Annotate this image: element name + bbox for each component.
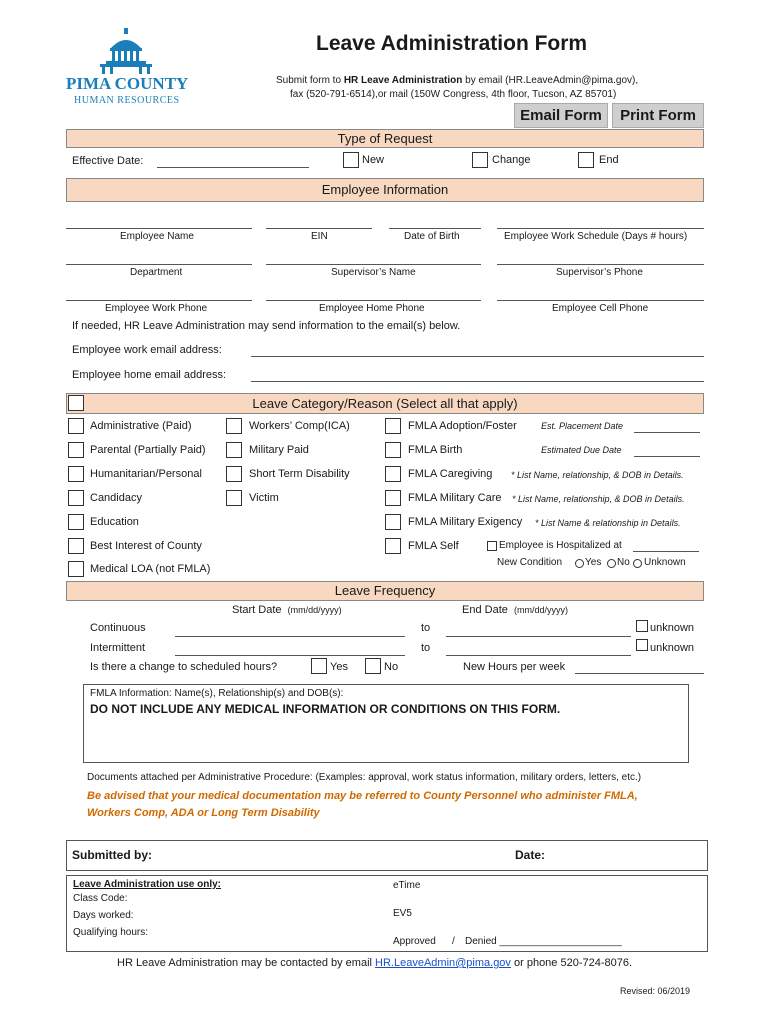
type-of-request-bar: Type of Request xyxy=(66,129,704,148)
admin-use-heading: Leave Administration use only: xyxy=(73,879,221,890)
employee-information-bar: Employee Information xyxy=(66,178,704,202)
medical-loa-checkbox[interactable] xyxy=(68,561,84,577)
print-form-button[interactable]: Print Form xyxy=(612,103,704,128)
effective-date-field[interactable] xyxy=(157,167,309,168)
schedule-caption: Employee Work Schedule (Days # hours) xyxy=(504,231,688,242)
medical-loa-label: Medical LOA (not FMLA) xyxy=(90,563,211,575)
continuous-label: Continuous xyxy=(90,622,146,634)
ein-field[interactable] xyxy=(266,228,372,229)
change-hours-no-label: No xyxy=(384,661,399,673)
intermittent-unknown-checkbox[interactable] xyxy=(636,639,648,651)
leave-category-bar xyxy=(66,393,704,414)
new-hours-label: New Hours per week xyxy=(463,661,566,673)
submit-suffix: by email (HR.LeaveAdmin@pima.gov), xyxy=(462,75,639,86)
short-term-disability-checkbox[interactable] xyxy=(226,466,242,482)
cell-phone-caption: Employee Cell Phone xyxy=(552,303,649,314)
fmla-warning: DO NOT INCLUDE ANY MEDICAL INFORMATION OR CONDITIONS ON THIS FORM. xyxy=(90,702,561,716)
contact-suffix: or phone 520-724-8076. xyxy=(510,957,633,969)
military-paid-checkbox[interactable] xyxy=(226,442,242,458)
start-date-label xyxy=(232,604,342,616)
continuous-unknown-label: unknown xyxy=(650,622,695,634)
change-label: Change xyxy=(492,154,531,166)
new-condition-unknown-label: Unknown xyxy=(644,557,686,568)
fmla-adoption-label: FMLA Adoption/Foster xyxy=(408,420,517,432)
new-checkbox[interactable] xyxy=(343,152,359,168)
denied-label: Denied ______________________ xyxy=(465,936,622,947)
employee-name-caption: Employee Name xyxy=(120,231,194,242)
dob-field[interactable] xyxy=(389,228,481,229)
leave-frequency-bar: Leave Frequency xyxy=(66,581,704,601)
start-date-format: (mm/dd/yyyy) xyxy=(287,605,342,615)
courthouse-dome-icon xyxy=(66,28,191,74)
email-form-button[interactable]: Email Form xyxy=(514,103,608,128)
est-due-field[interactable] xyxy=(634,456,700,457)
revised-date: Revised: 06/2019 xyxy=(620,986,691,996)
schedule-field[interactable] xyxy=(497,228,704,229)
intermittent-label: Intermittent xyxy=(90,642,146,654)
fmla-military-exigency-checkbox[interactable] xyxy=(385,514,401,530)
military-paid-label: Military Paid xyxy=(249,444,309,456)
end-date-format: (mm/dd/yyyy) xyxy=(514,605,568,615)
est-placement-field[interactable] xyxy=(634,432,700,433)
logo-line2: HUMAN RESOURCES xyxy=(74,95,180,106)
intermittent-unknown-label: unknown xyxy=(650,642,695,654)
best-interest-label: Best Interest of County xyxy=(90,540,202,552)
end-checkbox[interactable] xyxy=(578,152,594,168)
fmla-military-exigency-label: FMLA Military Exigency xyxy=(408,516,523,528)
approved-label: Approved xyxy=(393,936,436,947)
fmla-adoption-checkbox[interactable] xyxy=(385,418,401,434)
fmla-birth-label: FMLA Birth xyxy=(408,444,463,456)
advisory-line1: Be advised that your medical documentation may be referred to County Personnel who administer FMLA, xyxy=(87,790,638,802)
fmla-birth-checkbox[interactable] xyxy=(385,442,401,458)
class-code-label: Class Code: xyxy=(73,893,128,904)
leave-category-checkbox-all[interactable] xyxy=(68,395,84,411)
submit-instructions-line2: fax (520-791-6514),or mail (150W Congress, 4th floor, Tucson, AZ 85701) xyxy=(290,89,617,100)
change-hours-yes-checkbox[interactable] xyxy=(311,658,327,674)
ev5-label: EV5 xyxy=(393,908,412,919)
new-condition-unknown-radio[interactable] xyxy=(633,559,642,568)
submitted-by-label: Submitted by: xyxy=(72,848,152,862)
parental-checkbox[interactable] xyxy=(68,442,84,458)
end-date-text: End Date xyxy=(462,604,508,616)
continuous-end-field[interactable] xyxy=(446,636,631,637)
end-label: End xyxy=(599,154,619,166)
end-date-label xyxy=(462,604,568,616)
education-checkbox[interactable] xyxy=(68,514,84,530)
est-placement-label: Est. Placement Date xyxy=(541,421,624,431)
new-condition-no-radio[interactable] xyxy=(607,559,616,568)
contact-prefix: HR Leave Administration may be contacted by email xyxy=(117,957,376,969)
intermittent-to-label: to xyxy=(421,642,431,654)
department-field[interactable] xyxy=(66,264,252,265)
change-hours-yes-label: Yes xyxy=(330,661,348,673)
submit-instructions xyxy=(276,75,638,86)
qualifying-hours-label: Qualifying hours: xyxy=(73,927,149,938)
effective-date-label: Effective Date: xyxy=(72,155,144,167)
workers-comp-label: Workers’ Comp(ICA) xyxy=(249,420,350,432)
work-phone-caption: Employee Work Phone xyxy=(105,303,208,314)
dob-caption: Date of Birth xyxy=(404,231,460,242)
education-label: Education xyxy=(90,516,139,528)
change-hours-question: Is there a change to scheduled hours? xyxy=(90,661,278,673)
pima-county-logo xyxy=(66,28,191,110)
change-checkbox[interactable] xyxy=(472,152,488,168)
change-hours-no-checkbox[interactable] xyxy=(365,658,381,674)
workers-comp-checkbox[interactable] xyxy=(226,418,242,434)
page-title: Leave Administration Form xyxy=(316,32,588,55)
home-phone-field[interactable] xyxy=(266,300,481,301)
new-condition-yes-label: Yes xyxy=(585,557,602,568)
victim-checkbox[interactable] xyxy=(226,490,242,506)
submit-bold: HR Leave Administration xyxy=(343,75,463,86)
etime-label: eTime xyxy=(393,880,421,891)
start-date-text: Start Date xyxy=(232,604,282,616)
new-condition-yes-radio[interactable] xyxy=(575,559,584,568)
fmla-self-label: FMLA Self xyxy=(408,540,459,552)
new-label: New xyxy=(362,154,385,166)
logo-line1: PIMA COUNTY xyxy=(66,74,189,93)
hospitalized-field[interactable] xyxy=(633,551,699,552)
date-label: Date: xyxy=(515,848,546,862)
intermittent-start-field[interactable] xyxy=(175,655,405,656)
fmla-military-care-checkbox[interactable] xyxy=(385,490,401,506)
candidacy-checkbox[interactable] xyxy=(68,490,84,506)
approved-denied-slash: / xyxy=(452,936,455,947)
exigency-note: * List Name & relationship in Details. xyxy=(535,518,681,528)
home-email-field[interactable] xyxy=(251,381,704,382)
ein-caption: EIN xyxy=(311,231,328,242)
contact-email-link[interactable]: HR.LeaveAdmin@pima.gov xyxy=(375,957,511,969)
administrative-checkbox[interactable] xyxy=(68,418,84,434)
work-email-field[interactable] xyxy=(251,356,704,357)
supervisor-phone-field[interactable] xyxy=(497,264,704,265)
cell-phone-field[interactable] xyxy=(497,300,704,301)
documents-note: Documents attached per Administrative Procedure: (Examples: approval, work status information, military orders, letters, etc.) xyxy=(87,772,642,783)
employee-name-field[interactable] xyxy=(66,228,252,229)
fmla-self-checkbox[interactable] xyxy=(385,538,401,554)
department-caption: Department xyxy=(130,267,183,278)
caregiving-note: * List Name, relationship, & DOB in Details. xyxy=(511,470,684,480)
est-due-label: Estimated Due Date xyxy=(541,445,622,455)
fmla-info-box[interactable] xyxy=(83,684,689,763)
short-term-disability-label: Short Term Disability xyxy=(249,468,350,480)
humanitarian-label: Humanitarian/Personal xyxy=(90,468,202,480)
new-condition-label: New Condition xyxy=(497,557,563,568)
continuous-start-field[interactable] xyxy=(175,636,405,637)
parental-label: Parental (Partially Paid) xyxy=(90,444,206,456)
submit-prefix: Submit form to xyxy=(276,75,344,86)
fmla-caregiving-label: FMLA Caregiving xyxy=(408,468,493,480)
supervisor-phone-caption: Supervisor’s Phone xyxy=(556,267,643,278)
email-note: If needed, HR Leave Administration may send information to the email(s) below. xyxy=(72,320,461,332)
fmla-caregiving-checkbox[interactable] xyxy=(385,466,401,482)
new-condition-no-label: No xyxy=(617,557,630,568)
supervisor-name-caption: Supervisor’s Name xyxy=(331,267,416,278)
home-email-label: Employee home email address: xyxy=(72,369,227,381)
supervisor-name-field[interactable] xyxy=(266,264,481,265)
admin-use-box xyxy=(66,875,708,952)
fmla-info-label: FMLA Information: Name(s), Relationship(s) and DOB(s): xyxy=(90,688,344,699)
military-care-note: * List Name, relationship, & DOB in Details. xyxy=(512,494,685,504)
candidacy-label: Candidacy xyxy=(90,492,142,504)
home-phone-caption: Employee Home Phone xyxy=(319,303,425,314)
hospitalized-checkbox[interactable] xyxy=(487,541,497,551)
work-email-label: Employee work email address: xyxy=(72,344,222,356)
fmla-military-care-label: FMLA Military Care xyxy=(408,492,502,504)
best-interest-checkbox[interactable] xyxy=(68,538,84,554)
work-phone-field[interactable] xyxy=(66,300,252,301)
contact-line xyxy=(117,957,632,969)
submission-box xyxy=(66,840,708,871)
hospitalized-label: Employee is Hospitalized at xyxy=(499,540,622,551)
continuous-to-label: to xyxy=(421,622,431,634)
days-worked-label: Days worked: xyxy=(73,910,134,921)
leave-category-heading: Leave Category/Reason (Select all that apply) xyxy=(252,396,518,411)
humanitarian-checkbox[interactable] xyxy=(68,466,84,482)
administrative-label: Administrative (Paid) xyxy=(90,420,192,432)
victim-label: Victim xyxy=(249,492,279,504)
continuous-unknown-checkbox[interactable] xyxy=(636,620,648,632)
intermittent-end-field[interactable] xyxy=(446,655,631,656)
advisory-line2: Workers Comp, ADA or Long Term Disability xyxy=(87,807,320,819)
new-hours-field[interactable] xyxy=(575,673,704,674)
